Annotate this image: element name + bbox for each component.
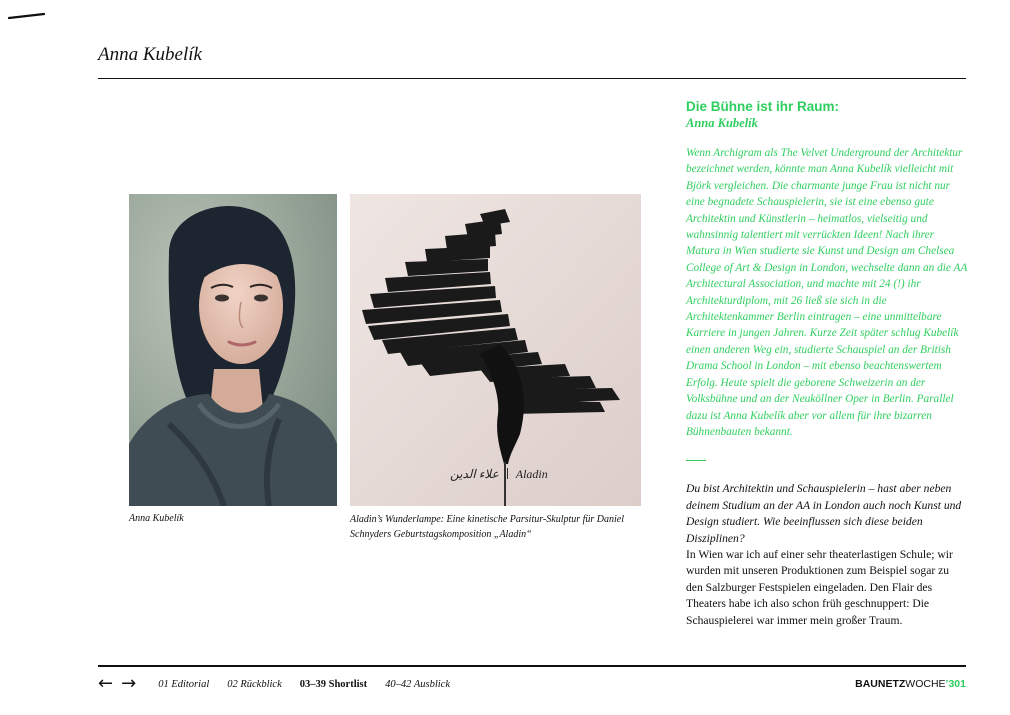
nav-link-editorial[interactable]: 01 Editorial (158, 678, 210, 690)
next-arrow-icon[interactable]: → (121, 673, 137, 694)
brand-logo[interactable] (855, 678, 966, 690)
nav-link-ausblick[interactable]: 40–42 Ausblick (385, 678, 450, 690)
section-divider (686, 460, 706, 461)
footer-divider (98, 665, 966, 667)
article-headline: Die Bühne ist ihr Raum: (686, 99, 840, 114)
brand-apostrophe: ’ (945, 678, 949, 690)
nav-link-rueckblick[interactable]: 02 Rückblick (227, 678, 282, 690)
nav-link-shortlist[interactable]: 03–39 Shortlist (299, 678, 368, 690)
lamp-caption: Aladin’s Wunderlampe: Eine kinetische Parsitur-Skulptur für Daniel Schnyders Geburtstagskomposition „Aladin“ (350, 514, 625, 540)
article-intro: Wenn Archigram als The Velvet Underground der Architektur bezeichnet werden, könnte man Anna Kubelík vielleicht mit Björk vergleichen. Die charmante junge Frau ist nicht nur eine begnadete Schauspielerin, sie ist eine ebenso gute Architektin und Künstlerin – heimatlos, vielseitig und wahnsinnig talentiert mit verrückten Ideen! Nach ihrer Matura in Wien studierte sie Kunst und Design am Chelsea College of Art & Design in London, wechselte dann an die AA Architectural Association, und machte mit 24 (!) ihr Architekturdiplom, mit 26 ließ sie sich in die Architektenkammer Berlin eintragen – eine unmittelbare Karriere in jungen Jahren. Kurze Zeit später schlug Kubelík einen anderen Weg ein, studierte Schauspiel an der British Drama School in London – mit ebenso beachtenswertem Erfolg. Heute spielt die geborene Schweizerin an der Volksbühne und an der Neuköllner Oper in Berlin. Parallel dazu ist Anna Kubelík aber vor allem für ihre bizarren Bühnenbauten bekannt. (686, 147, 968, 438)
article-column (686, 98, 968, 629)
brand-name-regular: WOCHE (905, 678, 946, 690)
page-title: Anna Kubelík (98, 44, 202, 65)
prev-arrow-icon[interactable]: ← (98, 673, 114, 694)
lamp-sculpture-photo (350, 194, 641, 506)
footer-nav (98, 674, 966, 694)
interview-answer: In Wien war ich auf einer sehr theaterlastigen Schule; wir wurden mit unseren Produktionen zum Beispiel sogar zu den Salzburger Festspielen eingeladen. Den Flair des Theaters habe ich also schon früh geschnuppert: Die Schauspielerei war immer mein großer Traum. (686, 547, 953, 627)
lamp-label-latin: Aladin (515, 467, 548, 481)
lamp-label-arabic: علاء الدين (450, 467, 499, 481)
lamp-label (450, 467, 548, 482)
interview-question: Du bist Architektin und Schauspielerin – hast aber neben deinem Studium an der AA in London auch noch Kunst und Design studiert. Wie beeinflussen sich diese beiden Disziplinen? (686, 482, 962, 545)
logo-mark-icon (8, 12, 46, 20)
issue-number: 301 (948, 678, 966, 690)
lamp-label-separator (507, 468, 508, 479)
brand-name-bold: BAUNETZ (855, 678, 906, 690)
portrait-caption: Anna Kubelík (129, 513, 184, 524)
header-divider (98, 78, 966, 79)
portrait-photo (129, 194, 337, 506)
article-byline: Anna Kubelík (686, 116, 758, 130)
section-nav (158, 679, 468, 690)
